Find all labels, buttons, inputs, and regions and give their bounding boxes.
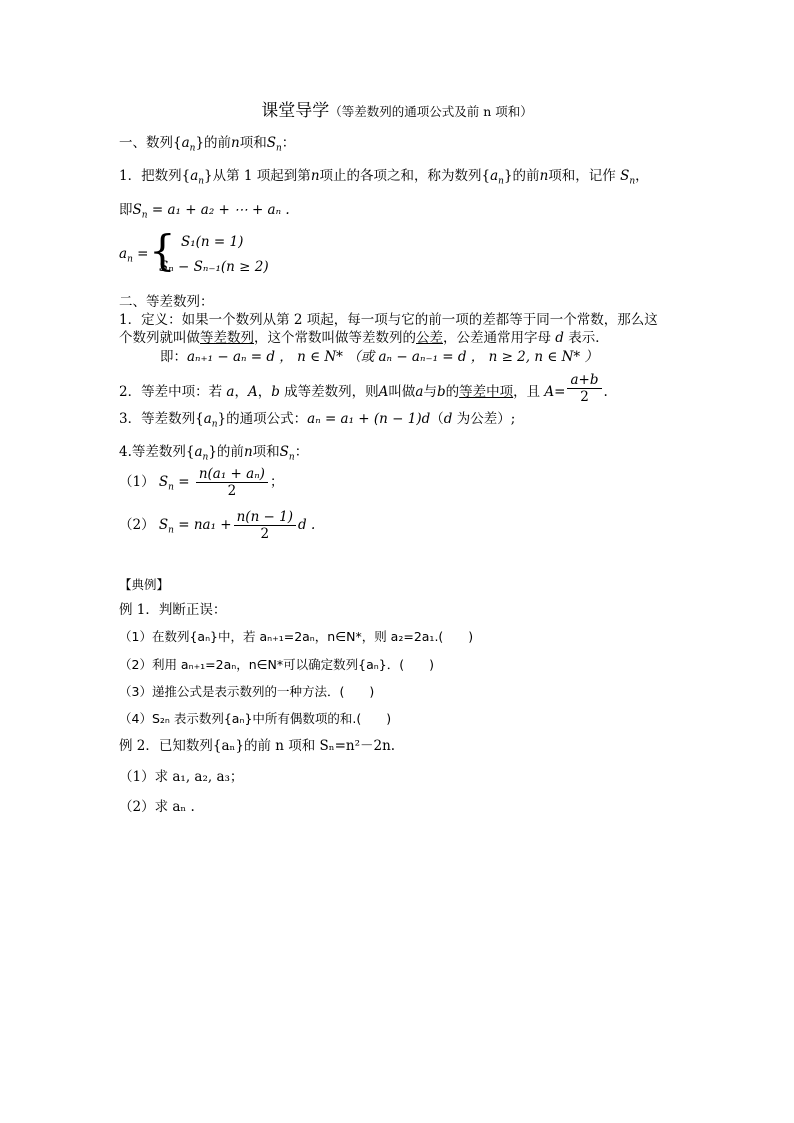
section2-def-line1: 1．定义：如果一个数列从第 2 项起，每一项与它的前一项的差都等于同一个常数，那么这 [119, 312, 658, 328]
section2-heading: 二、等差数列： [119, 294, 214, 310]
term-arithmetic-sequence: 等差数列 [200, 330, 254, 346]
title-subtitle: （等差数列的通项公式及前 n 项和） [329, 104, 533, 119]
example1-q3: （3）递推公式是表示数列的一种方法．( ) [119, 684, 375, 699]
example1-title: 例 1．判断正误： [119, 602, 227, 618]
page-title [0, 100, 794, 123]
example2-q1: （1）求 a₁, a₂, a₃； [119, 769, 244, 785]
examples-heading: 【典例】 [119, 577, 170, 592]
example1-q2: （2）利用 aₙ₊₁=2aₙ，n∈N*可以确定数列{aₙ}．( ) [119, 657, 434, 672]
example2-title: 例 2．已知数列{aₙ}的前 n 项和 Sₙ=n²－2n. [119, 738, 396, 754]
section1-heading: 一、数列$\{a_n\}$的前n项和$S_n$： [119, 135, 296, 154]
sum-fraction-2: $\frac{n(n - 1)}{2}$ [234, 509, 296, 542]
term-common-difference: 公差 [416, 330, 443, 346]
sum-formula-1: （1） $S_n$ = $\frac{\text{n(a₁ + aₙ)}}{2}$ ； [119, 466, 284, 499]
example1-q1: （1）在数列{aₙ}中，若 aₙ₊₁=2aₙ，n∈N*，则 a₂=2a₁.( ) [119, 629, 474, 644]
example2-q2: （2）求 aₙ . [119, 799, 195, 815]
section2-general-term: 3．等差数列$\{a_n\}$的通项公式：aₙ = a₁ + (n − 1)d（d 为公差）; [119, 411, 516, 430]
case-2: Sₙ − Sₙ₋₁(n ≥ 2) [159, 259, 269, 275]
section1-sum-formula: 即$S_n = a_1 + a_2$ + ⋯ + aₙ . [119, 202, 290, 221]
example1-q4: （4）S₂ₙ 表示数列{aₙ}中所有偶数项的和.( ) [119, 711, 392, 726]
term-arith-mean: 等差中项 [459, 384, 514, 400]
section1-item1: 1．把数列$\{a_n\}$从第 1 项起到第n项止的各项之和，称为数列$\{a_n\}$的前n项和，记作 $S_n$， [119, 168, 649, 187]
sum-formula-2: （2） $S_n = na_1$ + $\frac{n(n - 1)}{2}$ d . [119, 509, 316, 542]
section2-sum-heading: 4.等差数列$\{a_n\}$的前n项和$S_n$： [119, 444, 309, 463]
brace-icon: { [149, 226, 176, 275]
section2-def-formula: 即：aₙ₊₁ − aₙ = d ， n ∈ N* （或 aₙ − aₙ₋₁ = d ， n ≥ 2, n ∈ N* ） [160, 349, 598, 365]
sum-fraction-1: $\frac{\text{n(a₁ + aₙ)}}{2}$ [196, 466, 268, 499]
section2-arith-mean: 2．等差中项：若 a，A，b 成等差数列，则A叫做a与b的等差中项，且 A= $\frac{a+b}{2}$ . [119, 372, 608, 405]
case-1: S₁(n = 1) [181, 234, 244, 250]
title-main: 课堂导学 [261, 101, 330, 121]
section2-def-line2: 个数列就叫做等差数列，这个常数叫做等差数列的公差，公差通常用字母 d 表示． [119, 330, 609, 346]
mean-fraction: $\frac{a+b}{2}$ [567, 372, 601, 405]
document-page: 课堂导学（等差数列的通项公式及前 n 项和） 一、数列$\{a_n\}$的前n项和$S_n$： 1．把数列$\{a_n\}$从第 1 项起到第n项止的各项之和，称为数列$\{a_n\}$的前n项和，记作 $S_n$， 即$S_n = a_1 + a_2$ + ⋯ + aₙ . $a_n$ = { S₁(n = 1) Sₙ − Sₙ₋₁(n ≥ 2) 二、等差数列： 1．定义：如果一个数列从第 2 项起，每一项与它的前一项的差都等于同一个常数，那么这 个数列就叫做等差数列，这个常数叫做等差数列的公差，公差通常用字母 d 表示． 即：aₙ₊₁ − aₙ = d ， n ∈ N* （或 aₙ − aₙ₋₁ = d ， n ≥ 2, n ∈ N* ） 2．等差中项：若 a，A，b 成等差数列，则A叫做a与b的等差中项，且 A= $\frac{a+b}{2}$ . 3．等差数列$\{a_n\}$的通项公式：aₙ = a₁ + (n − 1)d（d 为公差）; 4.等差数列$\{a_n\}$的前n项和$S_n$： （1） $S_n$ = $\frac{\text{n(a₁ + aₙ)}}{2}$ ； （2） $S_n = na_1$ + $\frac{n(n - 1)}{2}$ d . 【典例】 例 1．判断正误： （1）在数列{aₙ}中，若 aₙ₊₁=2aₙ，n∈N*，则 a₂=2a₁.( ) （2）利用 aₙ₊₁=2aₙ，n∈N*可以确定数列{aₙ}．( ) （3）递推公式是表示数列的一种方法．( ) （4）S₂ₙ 表示数列{aₙ}中所有偶数项的和.( ) 例 2．已知数列{aₙ}的前 n 项和 Sₙ=n²－2n. （1）求 a₁, a₂, a₃； （2）求 aₙ . [0, 0, 794, 1123]
